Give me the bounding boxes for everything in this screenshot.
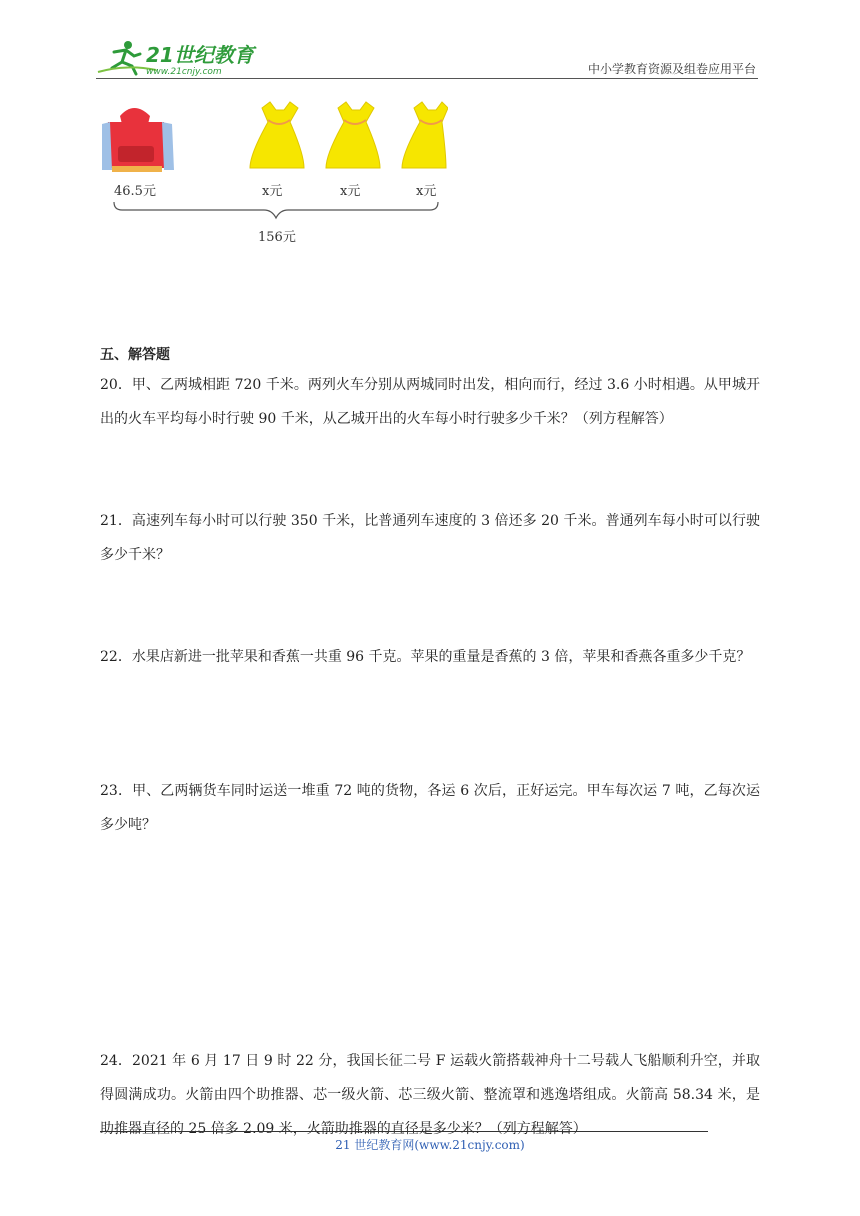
question-24: 24．2021 年 6 月 17 日 9 时 22 分，我国长征二号 F 运载火箭搭载神舟十二号载人飞船顺利升空，并取得圆满成功。火箭由四个助推器、芯一级火箭、芯三级火箭、整流罩和逃逸塔组成。火箭高 58.34 米，是助推器直径的 25 倍多 2.09 米，火箭助推器的直径是多少米？（列方程解答） <box>100 1053 760 1137</box>
dress-price-2: x元 <box>340 184 361 199</box>
logo-wordmark: 21世纪教育 <box>146 43 254 67</box>
question-23: 23．甲、乙两辆货车同时运送一堆重 72 吨的货物，各运 6 次后，正好运完。甲车每次运 7 吨，乙每次运多少吨？ <box>100 783 760 833</box>
jacket-icon <box>102 108 174 172</box>
dress-icon-1 <box>250 102 304 168</box>
site-logo <box>96 38 266 78</box>
dress-price-1: x元 <box>262 184 283 199</box>
question-20: 20．甲、乙两城相距 720 千米。两列火车分别从两城同时出发，相向而行，经过 3.6 小时相遇。从甲城开出的火车平均每小时行驶 90 千米，从乙城开出的火车每小时行驶多少千米？（列方程解答） <box>100 377 760 427</box>
dress-price-3: x元 <box>416 184 437 199</box>
total-price: 156元 <box>258 230 296 245</box>
question-22: 22．水果店新进一批苹果和香蕉一共重 96 千克。苹果的重量是香蕉的 3 倍，苹果和香燕各重多少千克？ <box>100 649 751 665</box>
section-title: 五、解答题 <box>100 347 170 363</box>
dress-icon-2 <box>326 102 380 168</box>
footer-link[interactable]: 21 世纪教育网(www.21cnjy.com) <box>335 1138 525 1152</box>
header-divider <box>96 78 758 79</box>
logo-url: www.21cnjy.com <box>146 67 222 77</box>
jacket-price: 46.5元 <box>114 184 156 199</box>
footer-divider <box>100 1131 708 1132</box>
platform-label: 中小学教育资源及组卷应用平台 <box>587 62 756 76</box>
question-21: 21．高速列车每小时可以行驶 350 千米，比普通列车速度的 3 倍还多 20 千米。普通列车每小时可以行驶多少千米？ <box>100 513 760 563</box>
page-header <box>96 38 756 80</box>
total-brace <box>114 202 438 218</box>
dress-icon-3 <box>402 102 448 168</box>
clothes-figure <box>98 98 448 248</box>
